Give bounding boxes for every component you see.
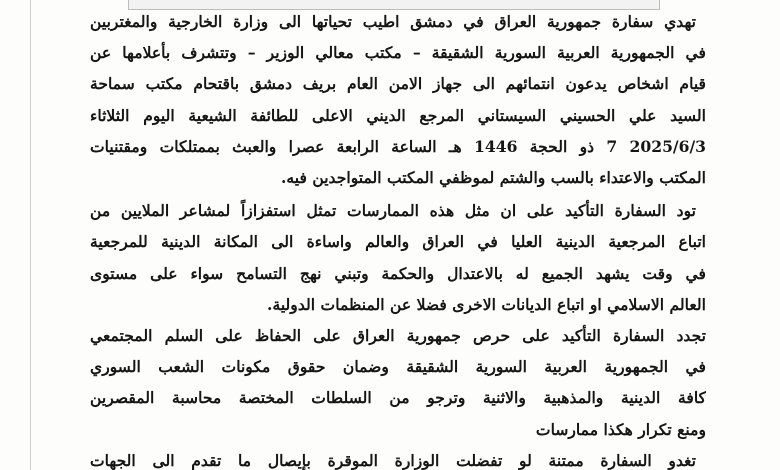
paragraph-4 [90, 445, 706, 470]
paragraph-2-line-1: تود السفارة التأكيد على ان مثل هذه الممارسات تمثل استفزازاً لمشاعر الملايين من [90, 201, 696, 221]
paragraph-1-line-6: المكتب والاعتداء بالسب والشتم لموظفي المكتب المتواجدين فيه. [280, 168, 706, 188]
paragraph-2-line-4: العالم الاسلامي او اتباع الديانات الاخرى فضلا عن المنظمات الدولية. [267, 294, 706, 314]
paragraph-1-line-2: في الجمهورية العربية السورية الشقيقة – مكتب معالي الوزير – وتتشرف بأعلامها عن [90, 43, 706, 63]
page-edge-rule [30, 0, 31, 470]
paragraph-3-line-4: ومنع تكرار هكذا ممارسات [535, 419, 706, 439]
paragraph-4-line-1: تغدو السفارة ممتنة لو تفضلت الوزارة الموقرة بإيصال ما تقدم الى الجهات [90, 450, 696, 470]
paragraph-1-line-1: تهدي سفارة جمهورية العراق في دمشق اطيب تحياتها الى وزارة الخارجية والمغتربين [90, 12, 696, 31]
paragraph-3-line-1: تجدد السفارة التأكيد على حرص جمهورية العراق على الحفاظ على السلم المجتمعي [90, 326, 706, 346]
paragraph-2 [90, 195, 706, 320]
paragraph-1-line-5: 2025/6/3 7 ذو الحجة 1446 هـ الساعة الرابعة عصرا والعبث بممتلكات ومقتنيات [90, 136, 706, 156]
paragraph-2-line-2: اتباع المرجعية الدينية العليا في العراق والعالم واساءة الى المكانة الدينية للمرجعية [90, 232, 706, 252]
paragraph-3 [90, 320, 706, 445]
paragraph-2-line-3: في وقت يشهد الجميع له بالاعتدال والحكمة وتبني نهج التسامح سواء على مستوى [90, 263, 706, 283]
letter-body [90, 6, 706, 470]
paragraph-1 [90, 6, 706, 193]
paragraph-1-line-4: السيد علي الحسيني السيستاني المرجع الديني الاعلى للطائفة الشيعية اليوم الثلاثاء [90, 105, 706, 125]
paragraph-3-line-2: في الجمهورية العربية السورية الشقيقة وضمان حقوق مكونات الشعب السوري [90, 357, 706, 377]
paragraph-1-line-3: قيام اشخاص يدعون انتمائهم الى جهاز الامن العام بريف دمشق باقتحام مكتب سماحة [90, 74, 706, 94]
paragraph-3-line-3: كافة الدينية والمذهبية والاثنية وترجو من السلطات المختصة محاسبة المقصرين [90, 388, 706, 408]
